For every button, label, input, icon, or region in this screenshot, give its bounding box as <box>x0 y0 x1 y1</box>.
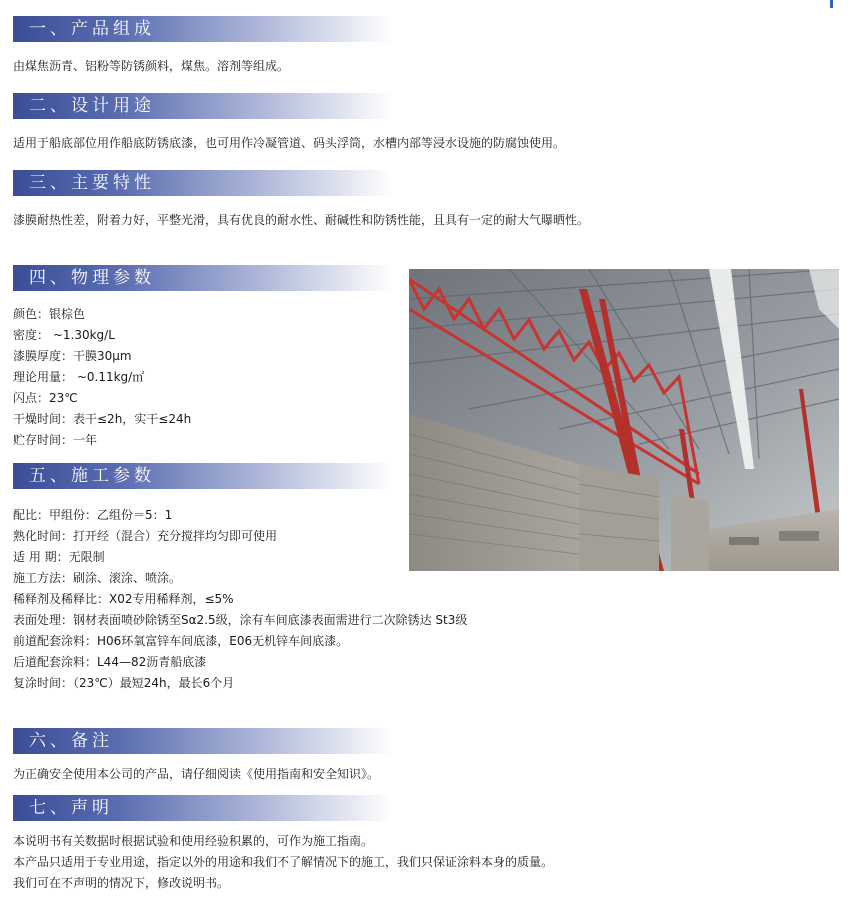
section-text: 适用于船底部位用作船底防锈底漆，也可用作冷凝管道、码头浮筒，水槽内部等浸水设施的防腐蚀使用。 <box>13 136 566 150</box>
param-line: 密度： ~1.30kg/L <box>13 328 115 342</box>
section-title: 三、主要特性 <box>29 173 155 193</box>
section-text: 漆膜耐热性差，附着力好，平整光滑，具有优良的耐水性、耐碱性和防锈性能，且具有一定的耐大气曝晒性。 <box>13 213 590 227</box>
corner-mark <box>830 0 833 8</box>
section-header-physical-parameters <box>13 265 393 291</box>
section-title: 七、声明 <box>29 798 113 818</box>
param-line: 闪点：23℃ <box>13 391 78 405</box>
section-title: 五、施工参数 <box>29 466 155 486</box>
param-line: 漆膜厚度：干膜30μm <box>13 349 132 363</box>
param-line: 后道配套涂料：L44—82沥青船底漆 <box>13 655 207 669</box>
section-header-product-composition <box>13 16 393 42</box>
param-line: 颜色：银棕色 <box>13 307 86 321</box>
section-title: 六、备注 <box>29 731 113 751</box>
section-text: 为正确安全使用本公司的产品，请仔细阅读《使用指南和安全知识》。 <box>13 767 380 781</box>
statement-line: 本产品只适用于专业用途，指定以外的用途和我们不了解情况下的施工，我们只保证涂料本身的质量。 <box>13 855 554 869</box>
section-header-design-usage <box>13 93 393 119</box>
warehouse-photo <box>409 269 839 571</box>
section-title: 四、物理参数 <box>29 268 155 288</box>
section-header-main-features <box>13 170 393 196</box>
param-line: 前道配套涂料：H06环氧富锌车间底漆，E06无机锌车间底漆。 <box>13 634 349 648</box>
param-line: 干燥时间：表干≤2h，实干≤24h <box>13 412 192 426</box>
section-header-application-parameters <box>13 463 393 489</box>
param-line: 复涂时间：（23℃）最短24h，最长6个月 <box>13 676 235 690</box>
param-line: 贮存时间：一年 <box>13 433 98 447</box>
param-line: 配比：甲组份：乙组份＝5：1 <box>13 508 173 522</box>
section-header-statement <box>13 795 393 821</box>
param-line: 施工方法：刷涂、滚涂、喷涂。 <box>13 571 182 585</box>
param-line: 理论用量： ~0.11kg/㎡ <box>13 370 145 384</box>
param-line: 适 用 期：无限制 <box>13 550 105 564</box>
section-title: 二、设计用途 <box>29 96 155 116</box>
section-title: 一、产品组成 <box>29 19 155 39</box>
param-line: 熟化时间：打开经（混合）充分搅拌均匀即可使用 <box>13 529 278 543</box>
section-text: 由煤焦沥青、铝粉等防锈颜料，煤焦。溶剂等组成。 <box>13 59 290 73</box>
param-line: 稀释剂及稀释比：X02专用稀释剂，≤5% <box>13 592 234 606</box>
param-line: 表面处理：钢材表面喷砂除锈至Sα2.5级，涂有车间底漆表面需进行二次除锈达 St3级 <box>13 613 468 627</box>
statement-line: 本说明书有关数据时根据试验和使用经验积累的，可作为施工指南。 <box>13 834 374 848</box>
section-header-remarks <box>13 728 393 754</box>
statement-line: 我们可在不声明的情况下，修改说明书。 <box>13 876 230 890</box>
